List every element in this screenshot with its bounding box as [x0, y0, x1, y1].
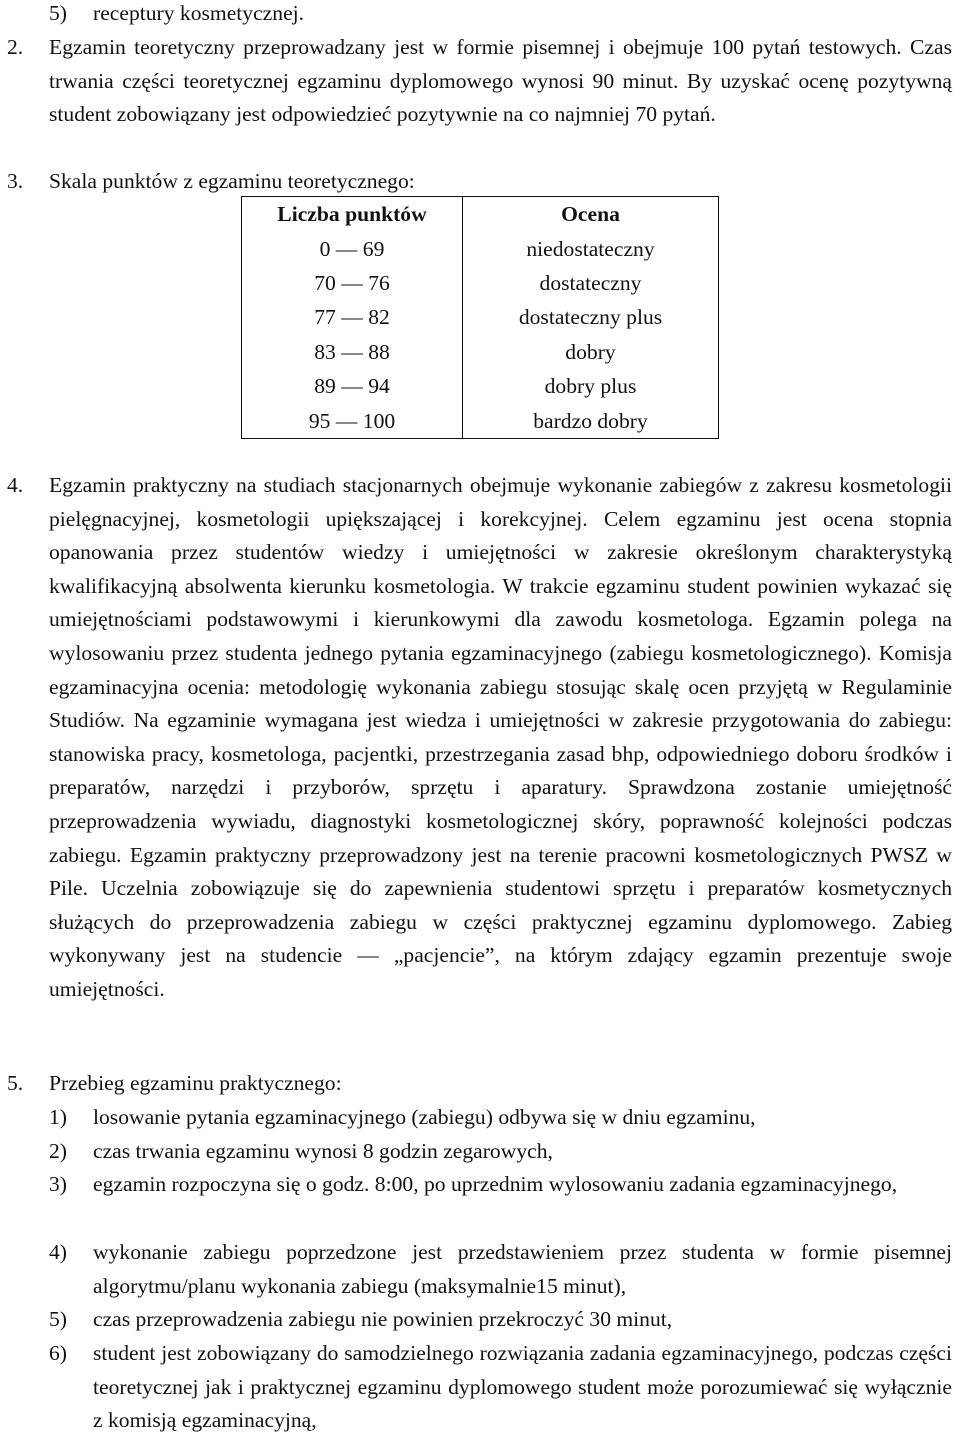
sub-list-text: losowanie pytania egzaminacyjnego (zabiegu) odbywa się w dniu egzaminu,: [93, 1105, 756, 1129]
column-header-points: Liczba punktów: [242, 197, 463, 232]
column-header-grade: Ocena: [561, 202, 620, 227]
table-row: [242, 335, 719, 369]
sub-list-number: 3): [49, 1172, 67, 1196]
table-row: [242, 403, 719, 438]
points-cell: 95 — 100: [242, 403, 463, 438]
section-text: Skala punktów z egzaminu teoretycznego:: [49, 169, 415, 193]
list-text: receptury kosmetycznej.: [93, 1, 305, 25]
sub-list-text: czas trwania egzaminu wynosi 8 godzin zegarowych,: [93, 1139, 553, 1163]
points-cell: 89 — 94: [242, 369, 463, 403]
grade-cell: dobry plus: [544, 374, 637, 399]
table-row: [242, 231, 719, 265]
sub-list-number: 1): [49, 1105, 67, 1129]
list-number: 5): [49, 1, 67, 25]
sub-list-number: 4): [49, 1240, 67, 1264]
section-text: Egzamin teoretyczny przeprowadzany jest w formie pisemnej i obejmuje 100 pytań testowych. Czas trwania części teoretycznej egzaminu dyplomowego wynosi 90 minut. By uzyskać ocenę pozytywną student zobowiązany jest odpowiedzieć pozytywnie na co najmniej 70 pytań.: [49, 35, 952, 127]
table-row: [242, 369, 719, 403]
grade-cell: dostateczny plus: [518, 305, 663, 330]
table-row: [242, 266, 719, 300]
sub-list-number: 6): [49, 1341, 67, 1365]
list-item-prev-5: [0, 0, 960, 31]
grade-cell: niedostateczny: [526, 236, 655, 261]
sub-list-number: 5): [49, 1307, 67, 1331]
grade-cell: dostateczny: [539, 270, 642, 295]
sub-list-number: 2): [49, 1139, 67, 1163]
table-row: [242, 300, 719, 334]
section-text: Egzamin praktyczny na studiach stacjonarnych obejmuje wykonanie zabiegów z zakresu kosmetologii pielęgnacyjnej, kosmetologii upiększającej i korekcyjnej. Celem egzaminu jest ocena stopnia opanowania przez studentów wiedzy i umiejętności w zakresie określonym charakterystyką kwalifikacyjną absolwenta kierunku kosmetologia. W trakcie egzaminu student powinien wykazać się umiejętnościami podstawowymi i kierunkowymi dla zawodu kosmetologa. Egzamin polega na wylosowaniu przez studenta jednego pytania egzaminacyjnego (zabiegu kosmetologicznego). Komisja egzaminacyjna ocenia: metodologię wykonania zabiegu stosując skalę ocen przyjętą w Regulaminie Studiów. Na egzaminie wymagana jest wiedza i umiejętności w zakresie przygotowania do zabiegu: stanowiska pracy, kosmetologa, pacjentki, przestrzegania zasad bhp, odpowiedniego doboru środków i preparatów, narzędzi i przyborów, sprzętu i aparatury. Sprawdzona zostanie umiejętność przeprowadzenia wywiadu, diagnostyki kosmetologicznej skóry, poprawność kolejności podczas zabiegu. Egzamin praktyczny przeprowadzony jest na terenie pracowni kosmetologicznych PWSZ w Pile. Uczelnia zobowiązuje się do zapewnienia studentowi sprzętu i preparatów kosmetycznych służących do przeprowadzenia zabiegu w części praktycznej egzaminu dyplomowego. Zabieg wykonywany jest na studencie — „pacjencie”, na którym zdający egzamin prezentuje swoje umiejętności.: [49, 473, 952, 1001]
sub-list-text: czas przeprowadzenia zabiegu nie powinien przekroczyć 30 minut,: [93, 1307, 673, 1331]
points-cell: 77 — 82: [242, 300, 463, 334]
grade-cell: dobry: [565, 339, 616, 364]
grade-scale-table: [241, 196, 719, 439]
sub-list-text: student jest zobowiązany do samodzielnego rozwiązania zadania egzaminacyjnego, podczas części teoretycznej jak i praktycznej egzaminu dyplomowego student może porozumiewać się wyłącznie z komisją egzaminacyjną,: [93, 1341, 952, 1433]
section-text: Przebieg egzaminu praktycznego:: [49, 1071, 342, 1095]
sub-list-text: egzamin rozpoczyna się o godz. 8:00, po uprzednim wylosowaniu zadania egzaminacyjnego,: [93, 1172, 898, 1196]
section-number: 4.: [7, 473, 24, 497]
sub-list-text: wykonanie zabiegu poprzedzone jest przedstawieniem przez studenta w formie pisemnej algorytmu/planu wykonania zabiegu (maksymalnie15 minut),: [93, 1240, 952, 1298]
points-cell: 0 — 69: [242, 231, 463, 265]
table-header-row: [242, 197, 719, 232]
section-number: 2.: [7, 35, 24, 59]
section-number: 5.: [7, 1071, 24, 1095]
section-number: 3.: [7, 169, 24, 193]
points-cell: 70 — 76: [242, 266, 463, 300]
points-cell: 83 — 88: [242, 335, 463, 369]
grade-cell: bardzo dobry: [533, 408, 648, 433]
